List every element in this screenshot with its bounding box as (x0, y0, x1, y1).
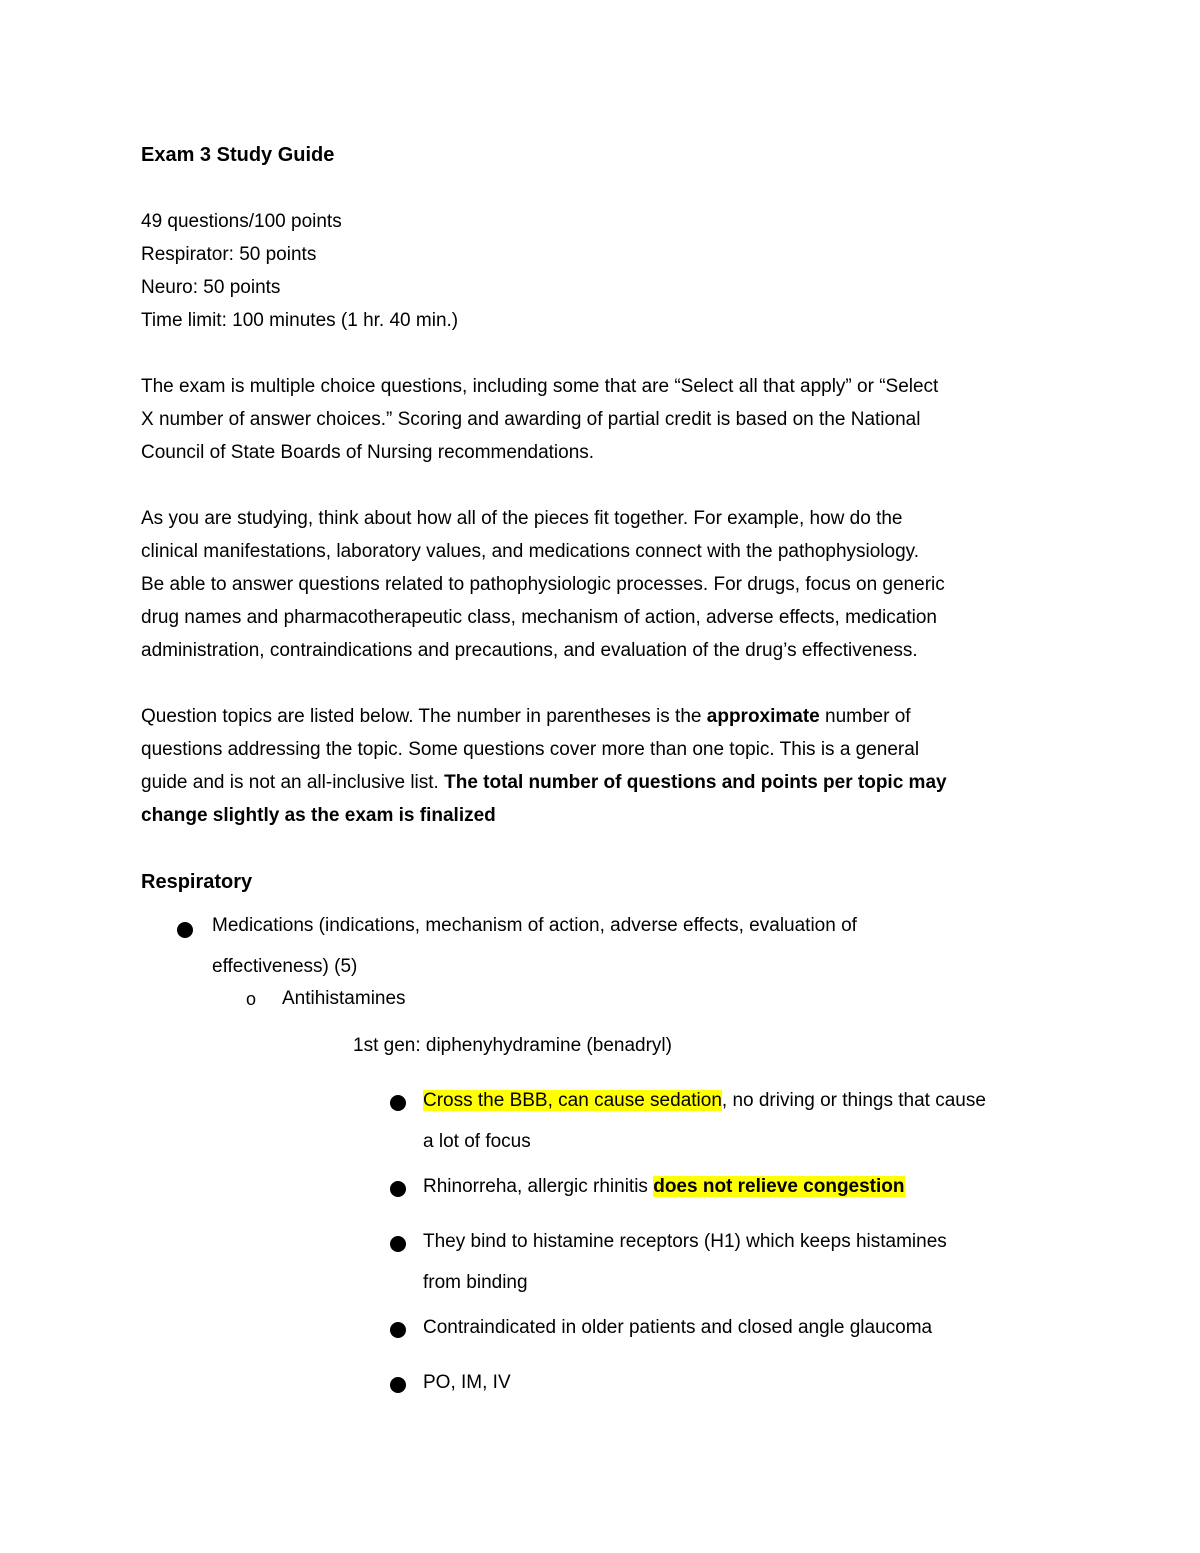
study-advice-line-5: administration, contraindications and precautions, and evaluation of the drug’s effectiveness. (141, 640, 918, 661)
highlighted-text: Cross the BBB, can cause sedation (423, 1090, 722, 1111)
point-1-rest: , no driving or things that cause (721, 1090, 986, 1111)
topics-intro-line-3 (141, 771, 947, 795)
bullet-icon (177, 922, 193, 938)
exam-format-line-3: Council of State Boards of Nursing recommendations. (141, 442, 595, 463)
point-1-line-2: a lot of focus (423, 1131, 531, 1152)
study-advice-line-1: As you are studying, think about how all of the pieces fit together. For example, how do the (141, 508, 903, 529)
point-4-line: Contraindicated in older patients and closed angle glaucoma (423, 1317, 933, 1338)
bullet-icon (390, 1322, 406, 1338)
total-number-emphasis: The total number of questions and points per topic may (444, 772, 947, 793)
medications-item-line-2: effectiveness) (5) (212, 956, 358, 977)
highlighted-bold-text: does not relieve congestion (653, 1176, 905, 1197)
topics-intro-line-1 (141, 705, 911, 729)
questions-points-line: 49 questions/100 points (141, 211, 342, 232)
point-3-line-2: from binding (423, 1272, 528, 1293)
exam-format-line-2: X number of answer choices.” Scoring and awarding of partial credit is based on the National (141, 409, 921, 430)
respiratory-points-line: Respirator: 50 points (141, 244, 317, 265)
antihistamines-item: Antihistamines (282, 988, 406, 1009)
medications-item-line-1: Medications (indications, mechanism of action, adverse effects, evaluation of (212, 915, 857, 936)
bullet-icon (390, 1095, 406, 1111)
topics-intro-text: Question topics are listed below. The number in parentheses is the (141, 706, 707, 727)
document-title: Exam 3 Study Guide (141, 144, 335, 166)
first-gen-line: 1st gen: diphenyhydramine (benadryl) (353, 1035, 672, 1056)
point-2-line (423, 1175, 905, 1199)
time-limit-line: Time limit: 100 minutes (1 hr. 40 min.) (141, 310, 459, 331)
exam-format-line-1: The exam is multiple choice questions, including some that are “Select all that apply” or “Select (141, 376, 939, 397)
bullet-icon (390, 1181, 406, 1197)
neuro-points-line: Neuro: 50 points (141, 277, 281, 298)
study-advice-line-4: drug names and pharmacotherapeutic class, mechanism of action, adverse effects, medication (141, 607, 937, 628)
topics-intro-guide-text: guide and is not an all-inclusive list. (141, 772, 445, 793)
topics-intro-line-2: questions addressing the topic. Some questions cover more than one topic. This is a general (141, 739, 920, 760)
point-2-text: Rhinorreha, allergic rhinitis (423, 1176, 654, 1197)
bullet-icon (390, 1377, 406, 1393)
hollow-bullet-icon: o (246, 989, 257, 1009)
topics-intro-line-4: change slightly as the exam is finalized (141, 805, 496, 826)
bullet-icon (390, 1236, 406, 1252)
study-advice-line-2: clinical manifestations, laboratory values, and medications connect with the pathophysiology. (141, 541, 920, 562)
point-3-line-1: They bind to histamine receptors (H1) which keeps histamines (423, 1231, 947, 1252)
approximate-emphasis: approximate (706, 706, 820, 727)
point-5-line: PO, IM, IV (423, 1372, 511, 1393)
section-heading-respiratory: Respiratory (141, 871, 253, 893)
point-1-line-1 (423, 1089, 986, 1113)
topics-intro-text-end: number of (819, 706, 911, 727)
study-advice-line-3: Be able to answer questions related to pathophysiologic processes. For drugs, focus on generic (141, 574, 945, 595)
